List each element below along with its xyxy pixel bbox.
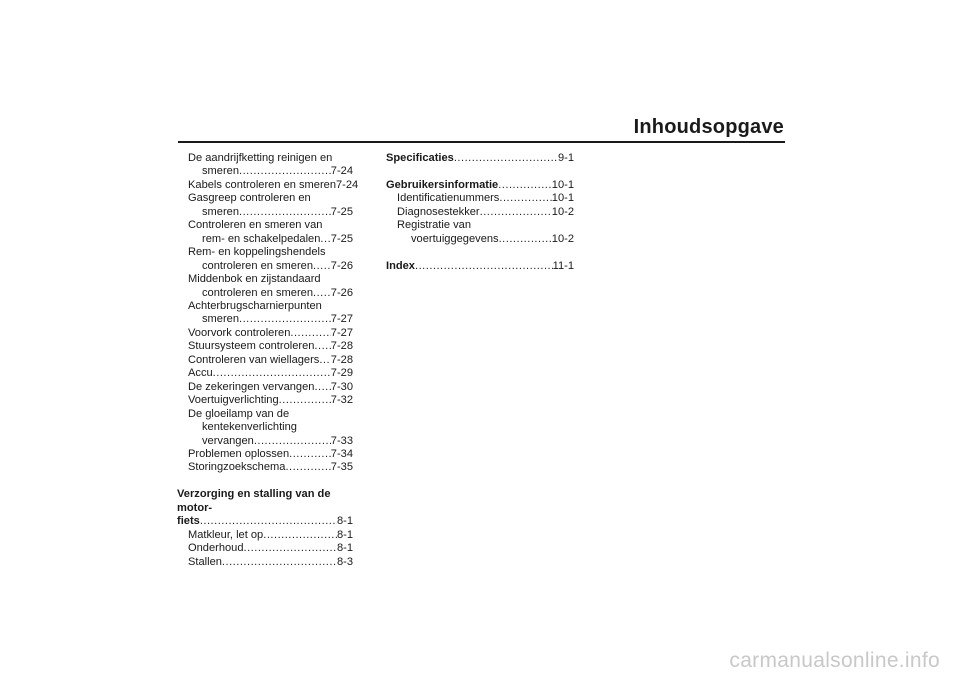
page-title: Inhoudsopgave xyxy=(633,116,784,138)
toc-chapter-title: fiets xyxy=(177,515,200,528)
toc-entry-text: Diagnosestekker xyxy=(397,205,480,218)
toc-entry-text: rem- en schakelpedalen xyxy=(202,232,321,245)
toc-entry[interactable] xyxy=(177,192,353,219)
toc-page-number: 10-1 xyxy=(551,192,574,205)
toc-entry-text: Voorvork controleren xyxy=(188,326,291,339)
toc-entry-text: De zekeringen vervangen xyxy=(188,380,315,393)
dot-leader xyxy=(279,394,331,407)
watermark: carmanualsonline.info xyxy=(729,649,940,672)
toc-entry-text: controleren en smeren xyxy=(202,286,313,299)
dot-leader xyxy=(254,435,331,448)
toc-page-number: 10-2 xyxy=(551,205,574,218)
dot-leader xyxy=(289,448,331,461)
toc-page-number: 7-24 xyxy=(336,178,359,191)
dot-leader xyxy=(499,233,552,246)
toc-chapter-title: Index xyxy=(386,259,415,272)
toc-entry[interactable] xyxy=(177,300,353,327)
toc-entry[interactable] xyxy=(386,219,574,246)
section-gap xyxy=(177,475,353,488)
toc-entry-text: Storingzoekschema xyxy=(188,461,286,474)
toc-entry-text: De gloeilamp van de xyxy=(188,407,290,420)
section-gap xyxy=(386,246,574,259)
toc-entry[interactable] xyxy=(177,246,353,273)
toc-entry-text: Controleren van wiellagers xyxy=(188,353,320,366)
toc-chapter-entry[interactable] xyxy=(386,179,574,192)
dot-leader xyxy=(454,152,558,165)
dot-leader xyxy=(499,192,551,205)
toc-page-number: 7-30 xyxy=(330,380,353,393)
toc-page-number: 10-1 xyxy=(551,178,574,191)
toc-entry-text: Stallen xyxy=(188,555,222,568)
toc-entry[interactable] xyxy=(177,381,353,394)
toc-entry-text: Kabels controleren en smeren xyxy=(188,178,336,191)
toc-entry-text: De aandrijfketting reinigen en xyxy=(188,152,333,164)
toc-entry-text: Controleren en smeren van xyxy=(188,219,323,232)
toc-page-number: 7-28 xyxy=(330,340,353,353)
toc-entry[interactable] xyxy=(177,340,353,353)
toc-entry-text: Achterbrugscharnierpunten xyxy=(188,299,322,312)
toc-entry-text: voertuiggegevens xyxy=(411,232,499,245)
dot-leader xyxy=(200,515,337,528)
toc-page-number: 8-3 xyxy=(336,555,353,568)
toc-entry-text: Onderhoud xyxy=(188,542,244,555)
toc-page-number: 7-29 xyxy=(330,367,353,380)
toc-page-number: 7-27 xyxy=(330,326,353,339)
toc-chapter-title: Verzorging en stalling van de motor- xyxy=(177,488,331,514)
dot-leader xyxy=(320,233,330,246)
dot-leader xyxy=(244,542,337,555)
toc-entry-text: Accu xyxy=(188,367,213,380)
dot-leader xyxy=(498,179,552,192)
toc-page-number: 7-26 xyxy=(330,259,353,272)
dot-leader xyxy=(480,206,552,219)
toc-entry-text: Gasgreep controleren en xyxy=(188,192,311,205)
toc-entry-text: Voertuigverlichting xyxy=(188,394,279,407)
toc-entry-text: Stuursysteem controleren xyxy=(188,340,315,353)
toc-entry-text: vervangen xyxy=(202,434,254,447)
toc-chapter-title: Gebruikersinformatie xyxy=(386,178,499,191)
toc-entry[interactable] xyxy=(177,219,353,246)
toc-entry-text: Registratie van xyxy=(397,219,471,232)
dot-leader xyxy=(213,367,331,380)
toc-chapter-entry[interactable] xyxy=(386,260,574,273)
toc-entry[interactable] xyxy=(177,178,359,192)
toc-page-number: 8-1 xyxy=(336,542,353,555)
toc-page-number: 8-1 xyxy=(336,528,353,541)
toc-entry-text: kentekenverlichting xyxy=(202,421,297,434)
toc-left-column xyxy=(177,152,359,569)
dot-leader xyxy=(263,529,337,542)
dot-leader xyxy=(313,260,331,273)
toc-entry-text: Matkleur, let op xyxy=(188,528,264,541)
toc-page-number: 7-34 xyxy=(330,447,353,460)
dot-leader xyxy=(319,354,330,367)
toc-entry[interactable] xyxy=(177,448,353,461)
toc-entry-text: Rem- en koppelingshendels xyxy=(188,246,326,259)
toc-entry[interactable] xyxy=(386,206,574,219)
toc-entry[interactable] xyxy=(177,152,353,179)
toc-page-number: 7-25 xyxy=(330,232,353,245)
toc-entry[interactable] xyxy=(177,354,353,367)
toc-chapter-entry[interactable] xyxy=(177,488,353,528)
toc-page-number: 7-26 xyxy=(330,286,353,299)
toc-page-number: 10-2 xyxy=(551,232,574,245)
toc-entry-text: Problemen oplossen xyxy=(188,447,290,460)
dot-leader xyxy=(239,313,331,326)
dot-leader xyxy=(222,556,337,569)
section-gap xyxy=(386,165,574,178)
toc-page-number: 7-24 xyxy=(330,165,353,178)
toc-page-number: 11-1 xyxy=(552,259,574,272)
toc-entry-text: controleren en smeren xyxy=(202,259,313,272)
toc-entry[interactable] xyxy=(177,327,353,340)
toc-entry[interactable] xyxy=(177,408,353,448)
toc-page-number: 7-28 xyxy=(330,353,353,366)
dot-leader xyxy=(314,381,330,394)
toc-entry[interactable] xyxy=(177,556,353,569)
toc-entry[interactable] xyxy=(386,192,574,205)
header-rule xyxy=(178,141,785,143)
toc-page-number: 7-27 xyxy=(330,313,353,326)
toc-page-number: 7-25 xyxy=(330,205,353,218)
toc-entry[interactable] xyxy=(177,394,353,407)
toc-entry[interactable] xyxy=(177,542,353,555)
toc-entry-text: Identificatienummers xyxy=(397,192,500,205)
toc-entry[interactable] xyxy=(177,367,353,380)
dot-leader xyxy=(285,461,330,474)
toc-page-number: 7-35 xyxy=(330,461,353,474)
dot-leader xyxy=(290,327,330,340)
toc-entry[interactable] xyxy=(177,461,353,474)
toc-entry[interactable] xyxy=(177,273,353,300)
toc-chapter-entry[interactable] xyxy=(386,152,574,165)
toc-page-number: 8-1 xyxy=(336,515,353,528)
toc-entry[interactable] xyxy=(177,529,353,542)
dot-leader xyxy=(239,165,331,178)
toc-page-number: 9-1 xyxy=(557,152,574,164)
toc-right-column xyxy=(386,152,574,273)
toc-entry-text: smeren xyxy=(202,205,239,218)
toc-entry-text: smeren xyxy=(202,313,239,326)
toc-entry-text: smeren xyxy=(202,165,239,178)
toc-page-number: 7-33 xyxy=(330,434,353,447)
toc-entry-text: Middenbok en zijstandaard xyxy=(188,273,321,286)
toc-chapter-title: Specificaties xyxy=(386,152,454,164)
dot-leader xyxy=(314,340,330,353)
dot-leader xyxy=(239,206,331,219)
toc-page-number: 7-32 xyxy=(330,394,353,407)
dot-leader xyxy=(313,287,331,300)
dot-leader xyxy=(415,260,553,273)
